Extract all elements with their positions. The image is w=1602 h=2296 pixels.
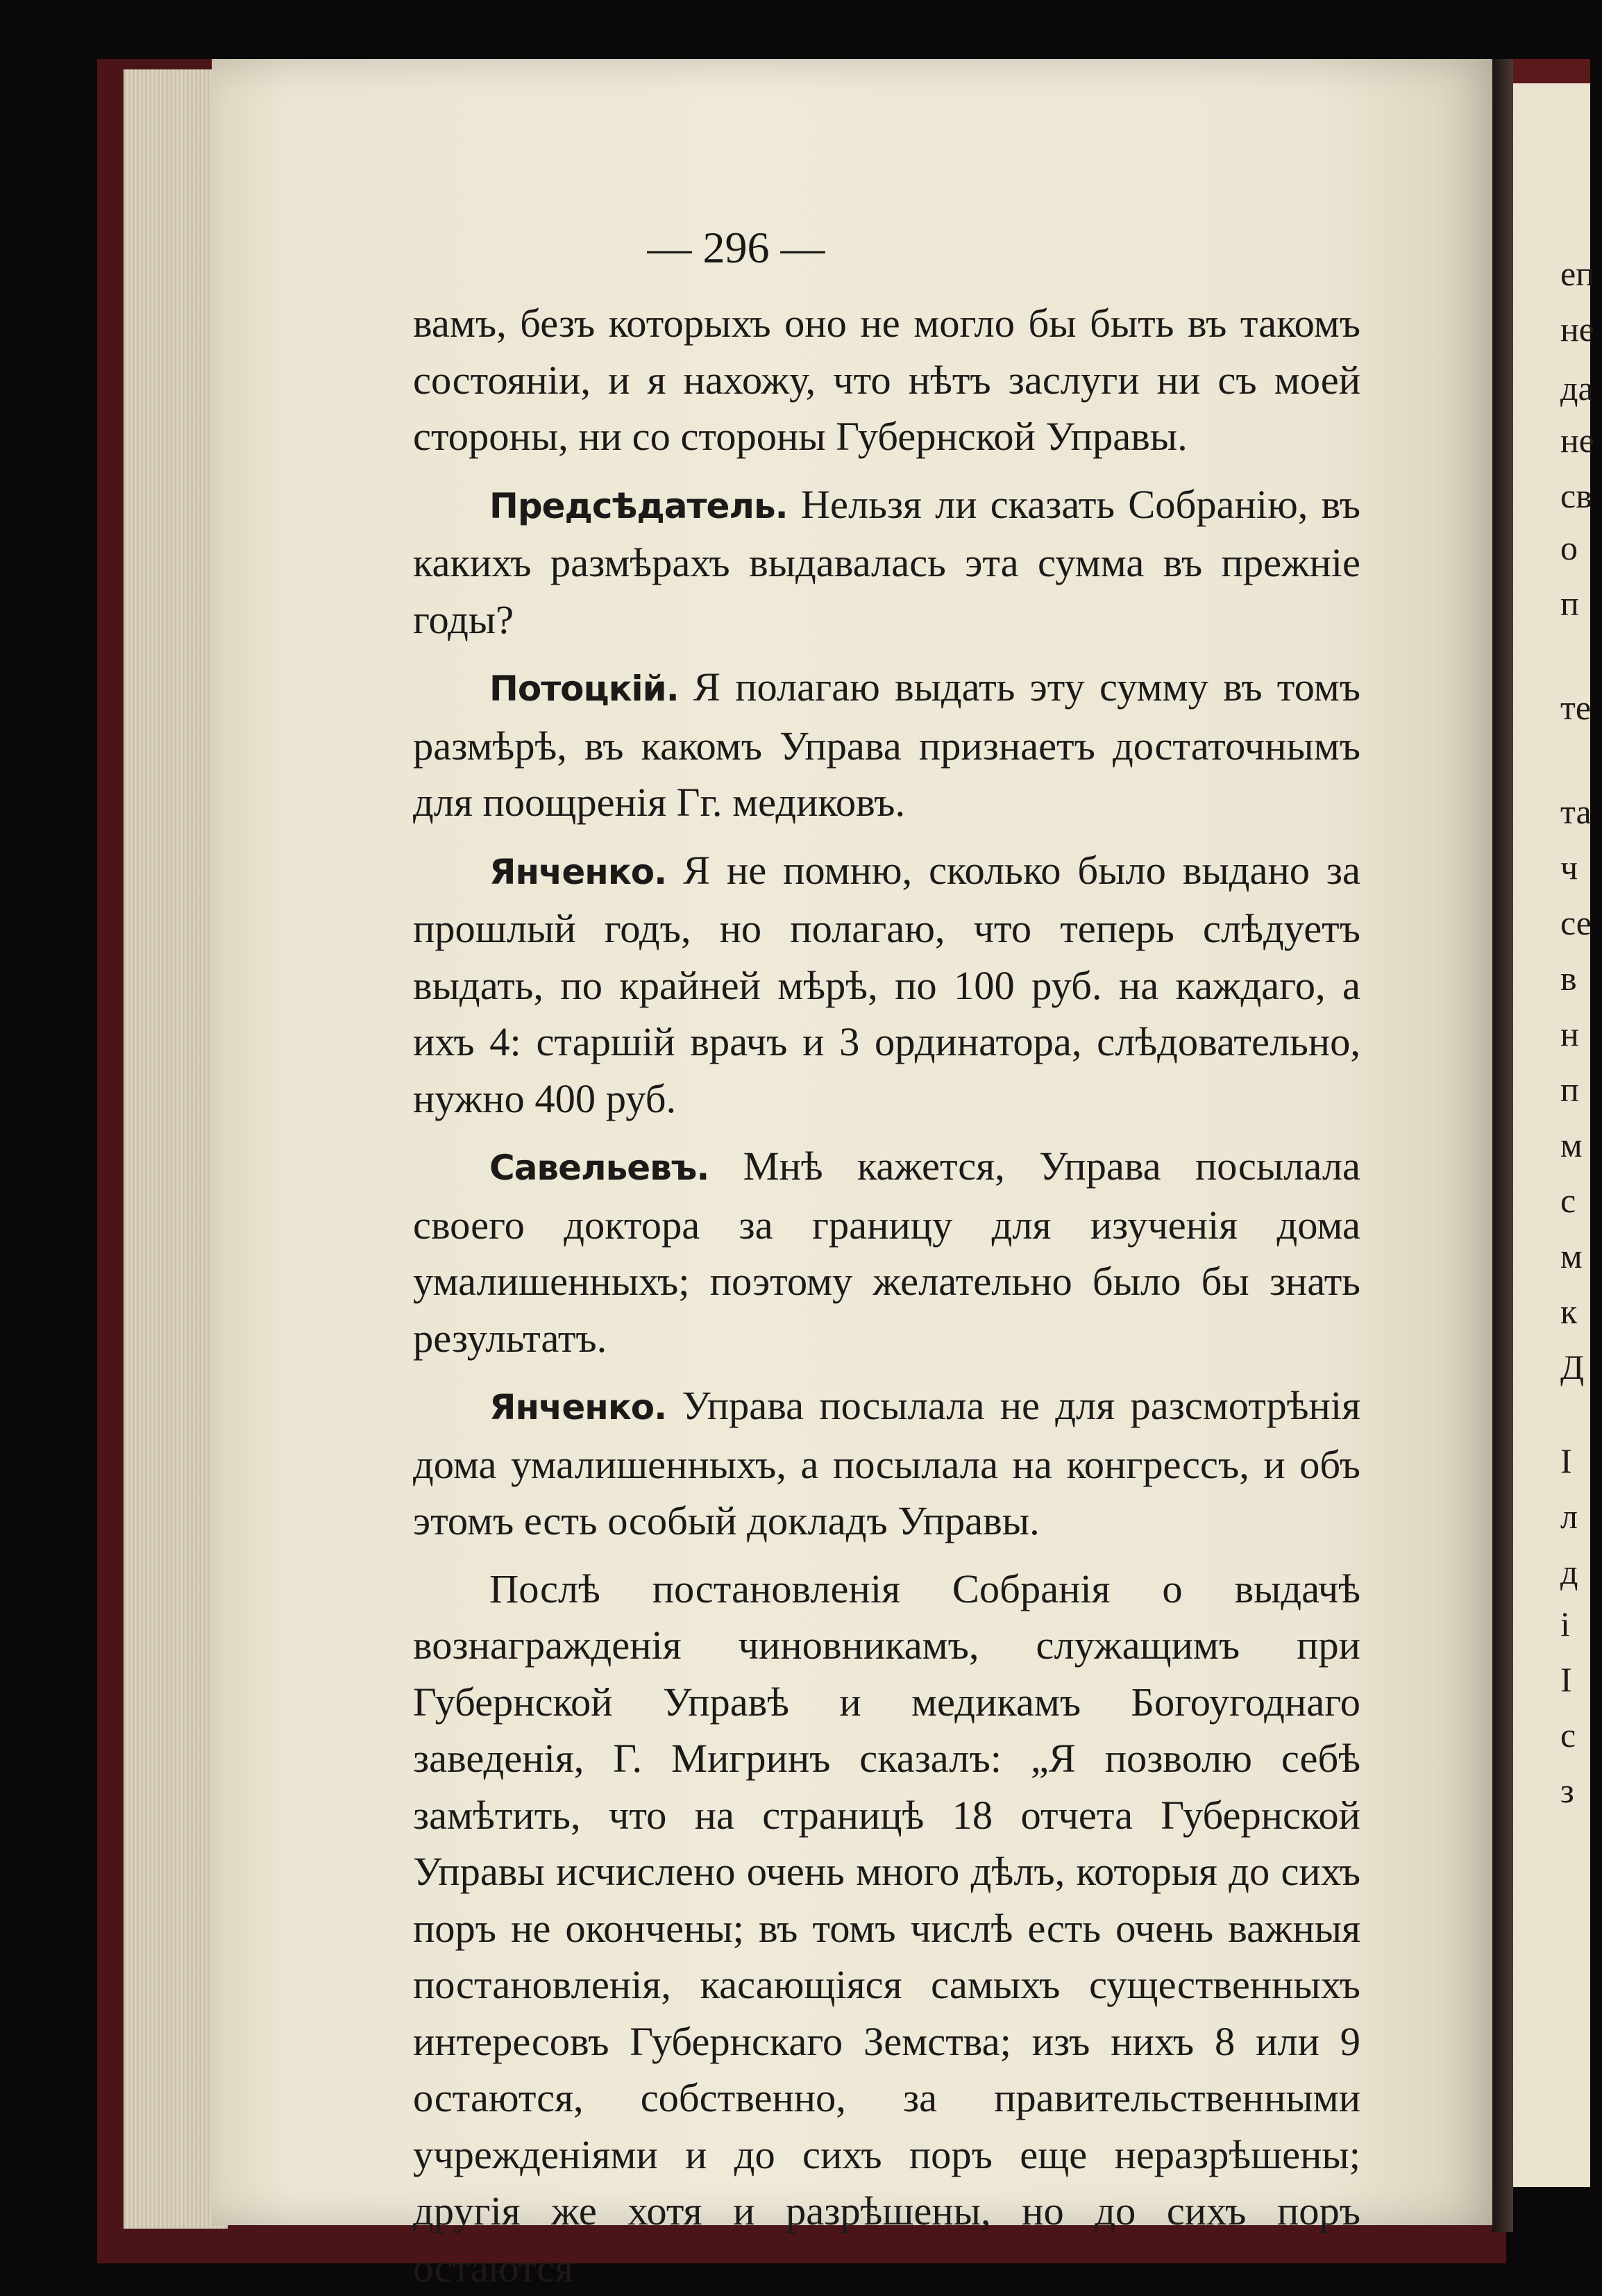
speaker-name: Янченко. [489,1387,666,1427]
paragraph-3: Потоцкій. Я полагаю выдать эту сумму въ томъ размѣрѣ, въ какомъ Управа признаетъ достаточнымъ для поощренія Гг. медиковъ. [413,659,1360,831]
speaker-name: Савельевъ. [489,1148,709,1188]
paragraph-7: Послѣ постановленія Собранія о выдачѣ вознагражденія чиновникамъ, служащимъ при Губернской Управѣ и медикамъ Богоугоднаго заведенія, Г. Мигринъ сказалъ: „Я позволю себѣ замѣтить, что на страницѣ 18 отчета Губернской Управы исчислено очень много дѣлъ, которыя до сихъ поръ не окончены; въ томъ числѣ есть очень важныя постановленія, касающіяся самыхъ существенныхъ интересовъ Губернскаго Земства; изъ нихъ 8 или 9 остаются, собственно, за правительственными учрежденіями и до сихъ поръ еще неразрѣшены; другія же хотя и разрѣшены, но до сихъ поръ остаются [413,1561,1360,2296]
right-page-fragment: I [1560,1659,1602,1700]
paragraph-6: Янченко. Управа посылала не для разсмотрѣнія дома умалишенныхъ, а посылала на конгрессъ, и объ этомъ есть особый докладъ Управы. [413,1377,1360,1550]
right-page-fragment: та [1560,791,1602,832]
speaker-name: Янченко. [489,852,666,892]
right-page-fragment: те [1560,687,1602,728]
right-page-fragment: св [1560,476,1602,516]
speaker-name: Предсѣдатель. [489,486,788,526]
page-text [413,295,1360,2296]
page-number: — 296 — [0,222,1590,274]
right-page-fragment: с [1560,1180,1602,1221]
right-page-fragment: м [1560,1125,1602,1165]
right-page-fragment: п [1560,1069,1602,1109]
paragraph-5: Савельевъ. Мнѣ кажется, Управа посылала своего доктора за границу для изученія дома умалишенныхъ; поэтому желательно было бы знать результатъ. [413,1138,1360,1366]
right-page-fragment: м [1560,1236,1602,1276]
right-page-fragment: да [1560,368,1602,408]
right-page-fragment: се [1560,903,1602,943]
right-page-fragment: не [1560,309,1602,349]
right-page-fragment: к [1560,1291,1602,1332]
right-page-fragment: о [1560,528,1602,568]
book-gutter [1492,59,1513,2232]
right-page-fragment: еп [1560,253,1602,294]
right-page-fragment: н [1560,1014,1602,1054]
right-page-fragment: Д [1560,1347,1602,1387]
right-page-fragment: ч [1560,847,1602,887]
paragraph-2: Предсѣдатель. Нельзя ли сказать Собранію, въ какихъ размѣрахъ выдавалась эта сумма въ прежніе годы? [413,476,1360,648]
paragraph-4: Янченко. Я не помню, сколько было выдано за прошлый годъ, но полагаю, что теперь слѣдуетъ выдать, по крайней мѣрѣ, по 100 руб. на каждаго, а ихъ 4: старшій врачъ и 3 ординатора, слѣдовательно, нужно 400 руб. [413,842,1360,1128]
speaker-name: Потоцкій. [489,669,679,709]
right-page-fragment: в [1560,958,1602,998]
right-page-fragment: с [1560,1715,1602,1755]
right-page-fragment: п [1560,583,1602,623]
right-page-fragment: з [1560,1770,1602,1811]
right-page-fragment: л [1560,1496,1602,1536]
right-page-fragment: і [1560,1604,1602,1644]
paragraph-1: вамъ, безъ которыхъ оно не могло бы быть въ такомъ состояніи, и я нахожу, что нѣтъ заслуги ни съ моей стороны, ни со стороны Губернской Управы. [413,295,1360,465]
right-page-fragment: I [1560,1441,1602,1481]
right-page-fragment: д [1560,1552,1602,1592]
right-page-fragment: не [1560,420,1602,460]
